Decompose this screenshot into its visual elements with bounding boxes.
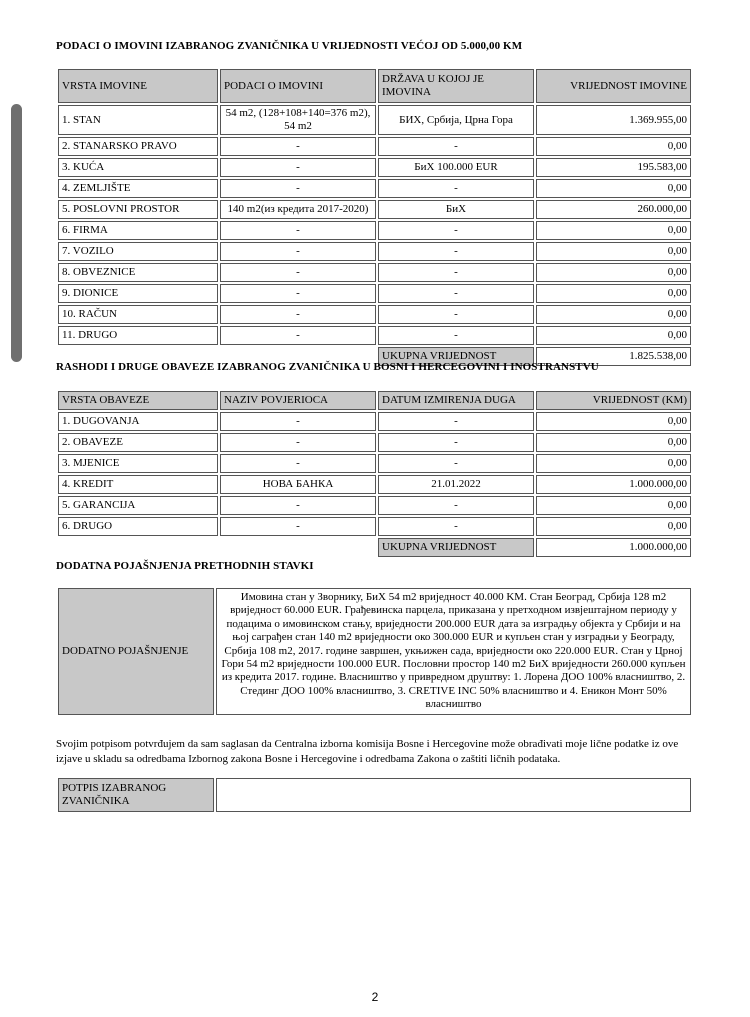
asset-cell-value: 195.583,00 — [536, 158, 691, 177]
asset-row — [58, 284, 691, 303]
assets-header-value: VRIJEDNOST IMOVINE — [536, 69, 691, 103]
liabilities-total-label: UKUPNA VRIJEDNOST — [378, 538, 534, 557]
asset-row — [58, 105, 691, 135]
asset-row — [58, 179, 691, 198]
liability-cell-type: 5. GARANCIJA — [58, 496, 218, 515]
signature-field — [216, 778, 691, 812]
asset-cell-type: 10. RAČUN — [58, 305, 218, 324]
asset-cell-value: 260.000,00 — [536, 200, 691, 219]
asset-cell-details: - — [220, 284, 376, 303]
assets-header-type: VRSTA IMOVINE — [58, 69, 218, 103]
asset-cell-type: 1. STAN — [58, 105, 218, 135]
asset-cell-country: БиХ — [378, 200, 534, 219]
liability-cell-value: 0,00 — [536, 454, 691, 473]
liability-cell-country: 21.01.2022 — [378, 475, 534, 494]
signature-table — [56, 776, 693, 814]
asset-cell-country: - — [378, 179, 534, 198]
asset-cell-value: 0,00 — [536, 179, 691, 198]
asset-cell-type: 6. FIRMA — [58, 221, 218, 240]
asset-cell-value: 0,00 — [536, 221, 691, 240]
asset-cell-value: 1.369.955,00 — [536, 105, 691, 135]
asset-row — [58, 137, 691, 156]
assets-header-country: DRŽAVA U KOJOJ JE IMOVINA — [378, 69, 534, 103]
liability-row — [58, 454, 691, 473]
liabilities-header-value: VRIJEDNOST (KM) — [536, 391, 691, 410]
liability-row — [58, 475, 691, 494]
assets-header-details: PODACI O IMOVINI — [220, 69, 376, 103]
additional-label: DODATNO POJAŠNJENJE — [58, 588, 214, 715]
liability-cell-details: - — [220, 412, 376, 431]
asset-cell-type: 11. DRUGO — [58, 326, 218, 345]
additional-text: Имовина стан у Зворнику, БиХ 54 m2 вриједност 40.000 KM. Стан Београд, Србија 128 m2 вриједност 60.000 EUR. Грађевинска парцела, приказана у претходном извјештајном периоду у подацима о имовинском стању, вриједности 200.000 EUR дата за изградњу објекта у Србији и на њој саграђен стан 140 m2 вриједности око 300.000 EUR и купљен стан у изградњи у Београду, Србија 108 m2, 2017. године завршен, укњижен сада, вриједности око 220.000 EUR. Стан у Црној Гори 54 m2 вриједности 100.000 EUR. Пословни простор 140 m2 БиХ вриједности 260.000 купљен из кредита 2017. године. Власништво у привредном друштву: 1. Лорена ДОО 100% власништво, 2. Стединг ДОО 100% власништво, 3. CRETIVE INC 50% власништво и 4. Еникон Монт 50% власништво — [216, 588, 691, 715]
assets-table — [56, 67, 693, 368]
asset-cell-details: - — [220, 263, 376, 282]
liability-cell-type: 4. KREDIT — [58, 475, 218, 494]
asset-row — [58, 158, 691, 177]
liability-cell-details: - — [220, 517, 376, 536]
liability-cell-value: 0,00 — [536, 433, 691, 452]
asset-cell-value: 0,00 — [536, 263, 691, 282]
asset-cell-details: - — [220, 137, 376, 156]
asset-row — [58, 200, 691, 219]
consent-statement: Svojim potpisom potvrđujem da sam saglasan da Centralna izborna komisija Bosne i Hercegovine može obrađivati moje lične podatke iz ove izjave u skladu sa odredbama Izbornog zakona Bosne i Hercegovine i odredbama Zakona o zaštiti ličnih podataka. — [56, 738, 679, 765]
liability-row — [58, 496, 691, 515]
asset-cell-country: - — [378, 242, 534, 261]
liability-cell-value: 1.000.000,00 — [536, 475, 691, 494]
asset-cell-details: - — [220, 221, 376, 240]
asset-row — [58, 263, 691, 282]
liability-cell-country: - — [378, 433, 534, 452]
liability-cell-type: 3. MJENICE — [58, 454, 218, 473]
asset-cell-details: 54 m2, (128+108+140=376 m2), 54 m2 — [220, 105, 376, 135]
asset-cell-country: БИХ, Србија, Црна Гора — [378, 105, 534, 135]
liability-cell-details: НОВА БАНКА — [220, 475, 376, 494]
asset-cell-type: 2. STANARSKO PRAVO — [58, 137, 218, 156]
liability-cell-value: 0,00 — [536, 412, 691, 431]
asset-cell-type: 9. DIONICE — [58, 284, 218, 303]
asset-cell-country: - — [378, 284, 534, 303]
asset-cell-type: 8. OBVEZNICE — [58, 263, 218, 282]
assets-heading: PODACI O IMOVINI IZABRANOG ZVANIČNIKA U VRIJEDNOSTI VEĆOJ OD 5.000,00 KM — [56, 40, 523, 52]
liability-row — [58, 412, 691, 431]
liabilities-header-type: VRSTA OBAVEZE — [58, 391, 218, 410]
asset-row — [58, 326, 691, 345]
asset-cell-details: 140 m2(из кредита 2017-2020) — [220, 200, 376, 219]
asset-cell-value: 0,00 — [536, 326, 691, 345]
liability-row — [58, 517, 691, 536]
liability-cell-type: 1. DUGOVANJA — [58, 412, 218, 431]
liability-cell-country: - — [378, 517, 534, 536]
liability-cell-value: 0,00 — [536, 517, 691, 536]
asset-cell-details: - — [220, 179, 376, 198]
asset-cell-details: - — [220, 158, 376, 177]
liability-cell-type: 6. DRUGO — [58, 517, 218, 536]
liability-cell-value: 0,00 — [536, 496, 691, 515]
liabilities-total-value: 1.000.000,00 — [536, 538, 691, 557]
additional-table — [56, 586, 693, 717]
asset-cell-country: - — [378, 221, 534, 240]
liability-cell-details: - — [220, 454, 376, 473]
asset-cell-type: 5. POSLOVNI PROSTOR — [58, 200, 218, 219]
liability-cell-country: - — [378, 412, 534, 431]
asset-cell-details: - — [220, 305, 376, 324]
assets-total-label: UKUPNA VRIJEDNOST — [378, 347, 534, 366]
liabilities-heading: RASHODI I DRUGE OBAVEZE IZABRANOG ZVANIČNIKA U BOSNI I HERCEGOVINI I INOSTRANSTVU — [56, 361, 599, 373]
liabilities-header-date: DATUM IZMIRENJA DUGA — [378, 391, 534, 410]
asset-row — [58, 221, 691, 240]
asset-cell-country: - — [378, 263, 534, 282]
liabilities-table — [56, 389, 693, 559]
asset-cell-country: БиХ 100.000 EUR — [378, 158, 534, 177]
asset-cell-details: - — [220, 242, 376, 261]
additional-heading: DODATNA POJAŠNJENJA PRETHODNIH STAVKI — [56, 560, 314, 572]
liability-row — [58, 433, 691, 452]
asset-cell-country: - — [378, 137, 534, 156]
asset-row — [58, 242, 691, 261]
asset-cell-type: 3. KUĆA — [58, 158, 218, 177]
liabilities-header-creditor: NAZIV POVJERIOCA — [220, 391, 376, 410]
assets-total-value: 1.825.538,00 — [536, 347, 691, 366]
liability-cell-type: 2. OBAVEZE — [58, 433, 218, 452]
asset-cell-country: - — [378, 305, 534, 324]
signature-label: POTPIS IZABRANOG ZVANIČNIKA — [58, 778, 214, 812]
liability-cell-country: - — [378, 496, 534, 515]
asset-cell-value: 0,00 — [536, 242, 691, 261]
asset-cell-value: 0,00 — [536, 284, 691, 303]
asset-row — [58, 305, 691, 324]
asset-cell-value: 0,00 — [536, 137, 691, 156]
asset-cell-type: 4. ZEMLJIŠTE — [58, 179, 218, 198]
asset-cell-value: 0,00 — [536, 305, 691, 324]
liability-cell-country: - — [378, 454, 534, 473]
asset-cell-type: 7. VOZILO — [58, 242, 218, 261]
page-number: 2 — [371, 990, 379, 1004]
asset-cell-country: - — [378, 326, 534, 345]
asset-cell-details: - — [220, 326, 376, 345]
liability-cell-details: - — [220, 433, 376, 452]
liability-cell-details: - — [220, 496, 376, 515]
